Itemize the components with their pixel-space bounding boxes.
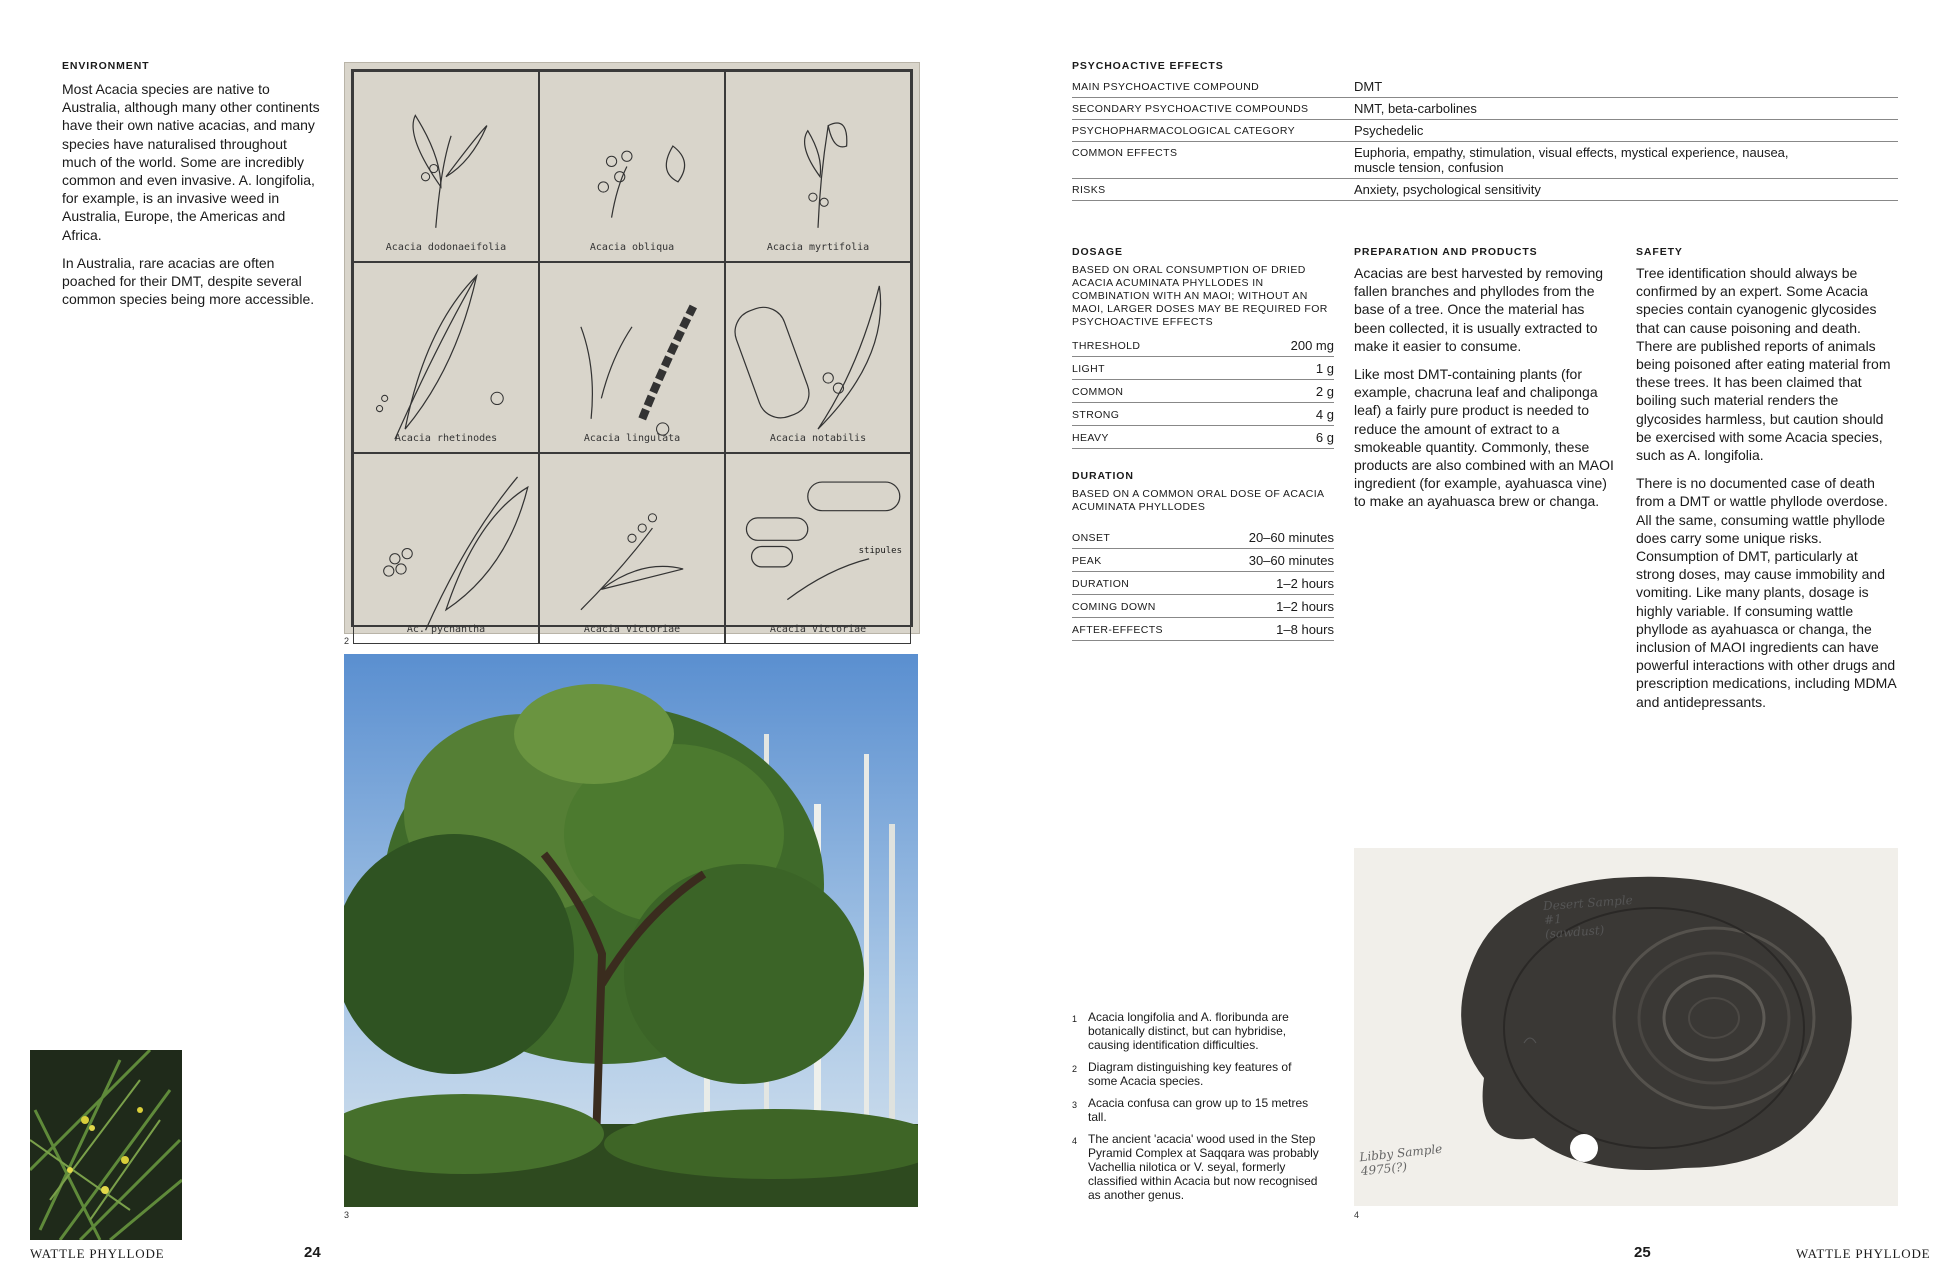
row-value: 30–60 minutes: [1248, 553, 1334, 568]
page-number: 25: [1634, 1244, 1651, 1261]
row-value: 20–60 minutes: [1248, 530, 1334, 545]
row-label: AFTER-EFFECTS: [1072, 624, 1163, 636]
row-value: 1 g: [1315, 361, 1334, 376]
acacia-tree-photo: [344, 654, 918, 1207]
preparation-text: [1354, 264, 1616, 521]
footer-running-title: WATTLE PHYLLODE: [30, 1246, 165, 1261]
figure-number: 2: [344, 636, 350, 646]
caption-text: Acacia longifolia and A. floribunda are botanically distinct, but can hybridise, causing identification difficulties.: [1088, 1010, 1289, 1052]
figure-number: 4: [1354, 1210, 1360, 1220]
stipules-label: stipules: [858, 546, 902, 556]
safety-heading: SAFETY: [1636, 246, 1683, 258]
handwritten-sample-label: Libby Sample 4975(?): [1358, 1141, 1443, 1179]
environment-paragraph-2: In Australia, rare acacias are often poached for their DMT, despite several common species being more accessible.: [62, 254, 315, 308]
tree-photo-image: [344, 654, 918, 1207]
phyllode-sketch-icon: [354, 454, 538, 643]
table-row: [1072, 179, 1898, 201]
caption-text: The ancient 'acacia' wood used in the Step Pyramid Complex at Saqqara was probably Vachellia nilotica or V. seyal, formerly classified within Acacia but now recognised as another genus.: [1088, 1132, 1319, 1202]
diagram-cell: [353, 71, 539, 262]
caption-item: [1072, 1132, 1322, 1202]
figure-number: 3: [344, 1210, 350, 1220]
caption-number: 1: [1072, 1014, 1078, 1024]
caption-item: [1072, 1060, 1322, 1088]
table-row: [1072, 142, 1898, 179]
table-row: [1072, 618, 1334, 641]
table-row: [1072, 380, 1334, 403]
table-row: [1072, 334, 1334, 357]
diagram-label: Acacia Victoriae: [769, 624, 867, 635]
page-number: 24: [304, 1244, 321, 1261]
table-row: [1072, 120, 1898, 142]
row-value: 1–2 hours: [1276, 576, 1334, 591]
row-label: COMMON: [1072, 386, 1124, 398]
safety-paragraph-1: Tree identification should always be confirmed by an expert. Some Acacia species contain cyanogenic glycosides that can cause poisoning and death. There are published reports of animals being poisoned after eating material from these trees. It has been claimed that boiling such material renders the glycosides harmless, but caution should be exercised with some Acacia species, such as A. longifolia.: [1636, 265, 1891, 464]
row-label: COMMON EFFECTS: [1072, 147, 1178, 159]
row-value: 1–2 hours: [1276, 599, 1334, 614]
psychoactive-effects-heading: PSYCHOACTIVE EFFECTS: [1072, 60, 1224, 72]
diagram-label: Acacia notabilis: [769, 433, 867, 444]
table-row: [1072, 526, 1334, 549]
caption-item: [1072, 1010, 1322, 1052]
diagram-cell: [539, 71, 725, 262]
table-row: [1072, 595, 1334, 618]
row-value: NMT, beta-carbolines: [1354, 101, 1477, 116]
table-row: [1072, 403, 1334, 426]
preparation-paragraph-1: Acacias are best harvested by removing fallen branches and phyllodes from the base of a tree. Once the material has been collected, it is usually extracted to make it easier to consume.: [1354, 265, 1604, 354]
seed-pod-sketch-icon: [540, 263, 724, 452]
diagram-label: Acacia lingulata: [583, 433, 681, 444]
acacia-species-diagram: [344, 62, 920, 634]
table-row: [1072, 76, 1898, 98]
caption-text: Diagram distinguishing key features of some Acacia species.: [1088, 1060, 1292, 1088]
diagram-label: Acacia myrtifolia: [766, 242, 870, 253]
environment-heading: ENVIRONMENT: [62, 60, 150, 72]
phyllode-sketch-icon: [354, 72, 538, 261]
table-row: [1072, 426, 1334, 449]
dosage-note: BASED ON ORAL CONSUMPTION OF DRIED ACACIA ACUMINATA PHYLLODES IN COMBINATION WITH AN MAOI; WITHOUT AN MAOI, LARGER DOSES MAY BE REQUIRED FOR PSYCHOACTIVE EFFECTS: [1072, 264, 1328, 328]
row-value: Euphoria, empathy, stimulation, visual effects, mystical experience, nausea, muscle tension, confusion: [1354, 145, 1789, 175]
dosage-table: [1072, 334, 1334, 449]
dosage-heading: DOSAGE: [1072, 246, 1123, 258]
wood-sample-photo: [1354, 848, 1898, 1206]
preparation-paragraph-2: Like most DMT-containing plants (for example, chacruna leaf and chaliponga leaf) a fairly pure product is needed to reduce the amount of extract to a smokeable quantity. Commonly, these products are also combined with an MAOI ingredient (for example, ayahuasca vine) to make an ayahuasca brew or changa.: [1354, 366, 1614, 510]
preparation-heading: PREPARATION AND PRODUCTS: [1354, 246, 1538, 258]
diagram-cell: [539, 262, 725, 453]
row-label: MAIN PSYCHOACTIVE COMPOUND: [1072, 81, 1260, 93]
diagram-label: Acacia rhetinodes: [394, 433, 498, 444]
diagram-label: Acacia Victoriae: [583, 624, 681, 635]
row-value: 4 g: [1315, 407, 1334, 422]
diagram-cell: [539, 453, 725, 644]
diagram-label: Acacia obliqua: [589, 242, 675, 253]
caption-number: 4: [1072, 1136, 1078, 1146]
table-row: [1072, 357, 1334, 380]
row-label: COMING DOWN: [1072, 601, 1156, 613]
safety-text: [1636, 264, 1898, 721]
duration-note: BASED ON A COMMON ORAL DOSE OF ACACIA ACUMINATA PHYLLODES: [1072, 488, 1324, 513]
phyllode-sketch-icon: [540, 454, 724, 643]
row-value: Anxiety, psychological sensitivity: [1354, 182, 1541, 197]
row-label: LIGHT: [1072, 363, 1105, 375]
diagram-cell: [725, 71, 911, 262]
psychoactive-effects-table: [1072, 76, 1898, 201]
row-label: PSYCHOPHARMACOLOGICAL CATEGORY: [1072, 125, 1296, 137]
row-value: Psychedelic: [1354, 123, 1424, 138]
row-value: 6 g: [1315, 430, 1334, 445]
diagram-cell: [725, 262, 911, 453]
row-value: DMT: [1354, 79, 1383, 94]
table-row: [1072, 572, 1334, 595]
phyllode-sketch-icon: [354, 263, 538, 452]
seed-pod-sketch-icon: [726, 263, 910, 452]
duration-table: [1072, 526, 1334, 641]
row-value: 200 mg: [1290, 338, 1334, 353]
row-label: RISKS: [1072, 184, 1106, 196]
row-label: HEAVY: [1072, 432, 1109, 444]
environment-text: [62, 80, 324, 318]
row-label: PEAK: [1072, 555, 1102, 567]
table-row: [1072, 98, 1898, 120]
handwritten-label: Desert Sample #1 (sawdust): [1542, 892, 1634, 942]
phyllode-sketch-icon: [540, 72, 724, 261]
acacia-longifolia-photo: [30, 1050, 182, 1240]
caption-item: [1072, 1096, 1322, 1124]
footer-running-title: WATTLE PHYLLODE: [1796, 1246, 1931, 1261]
table-row: [1072, 549, 1334, 572]
phyllode-photo-image: [30, 1050, 182, 1240]
row-label: THRESHOLD: [1072, 340, 1141, 352]
environment-paragraph-1: Most Acacia species are native to Australia, although many other continents have their own native acacias, and many species have naturalised throughout much of the world. Some are incredibly common and even invasive. A. longifolia, for example, is an invasive weed in Australia, Europe, the Americas and Africa.: [62, 81, 320, 243]
figure-captions: [1072, 1010, 1322, 1210]
phyllode-sketch-icon: [726, 72, 910, 261]
diagram-label: Ac. pycnantha: [406, 624, 486, 635]
diagram-label: Acacia dodonaeifolia: [385, 242, 507, 253]
caption-text: Acacia confusa can grow up to 15 metres tall.: [1088, 1096, 1309, 1124]
diagram-cell: [353, 262, 539, 453]
row-label: DURATION: [1072, 578, 1130, 590]
duration-heading: DURATION: [1072, 470, 1134, 482]
row-label: ONSET: [1072, 532, 1111, 544]
diagram-cell: [725, 453, 911, 644]
diagram-cell: [353, 453, 539, 644]
row-value: 2 g: [1315, 384, 1334, 399]
safety-paragraph-2: There is no documented case of death from a DMT or wattle phyllode overdose. All the same, consuming wattle phyllode does carry some unique risks. Consumption of DMT, particularly at strong doses, may cause immobility and vomiting. Like many plants, dosage is highly variable. If consuming wattle phyllode as ayahuasca or changa, the inclusion of MAOI ingredients can have powerful interactions with other drugs and prescription medications, including MDMA and antidepressants.: [1636, 475, 1896, 710]
row-value: 1–8 hours: [1276, 622, 1334, 637]
row-label: SECONDARY PSYCHOACTIVE COMPOUNDS: [1072, 103, 1309, 115]
caption-number: 2: [1072, 1064, 1078, 1074]
caption-number: 3: [1072, 1100, 1078, 1110]
row-label: STRONG: [1072, 409, 1120, 421]
